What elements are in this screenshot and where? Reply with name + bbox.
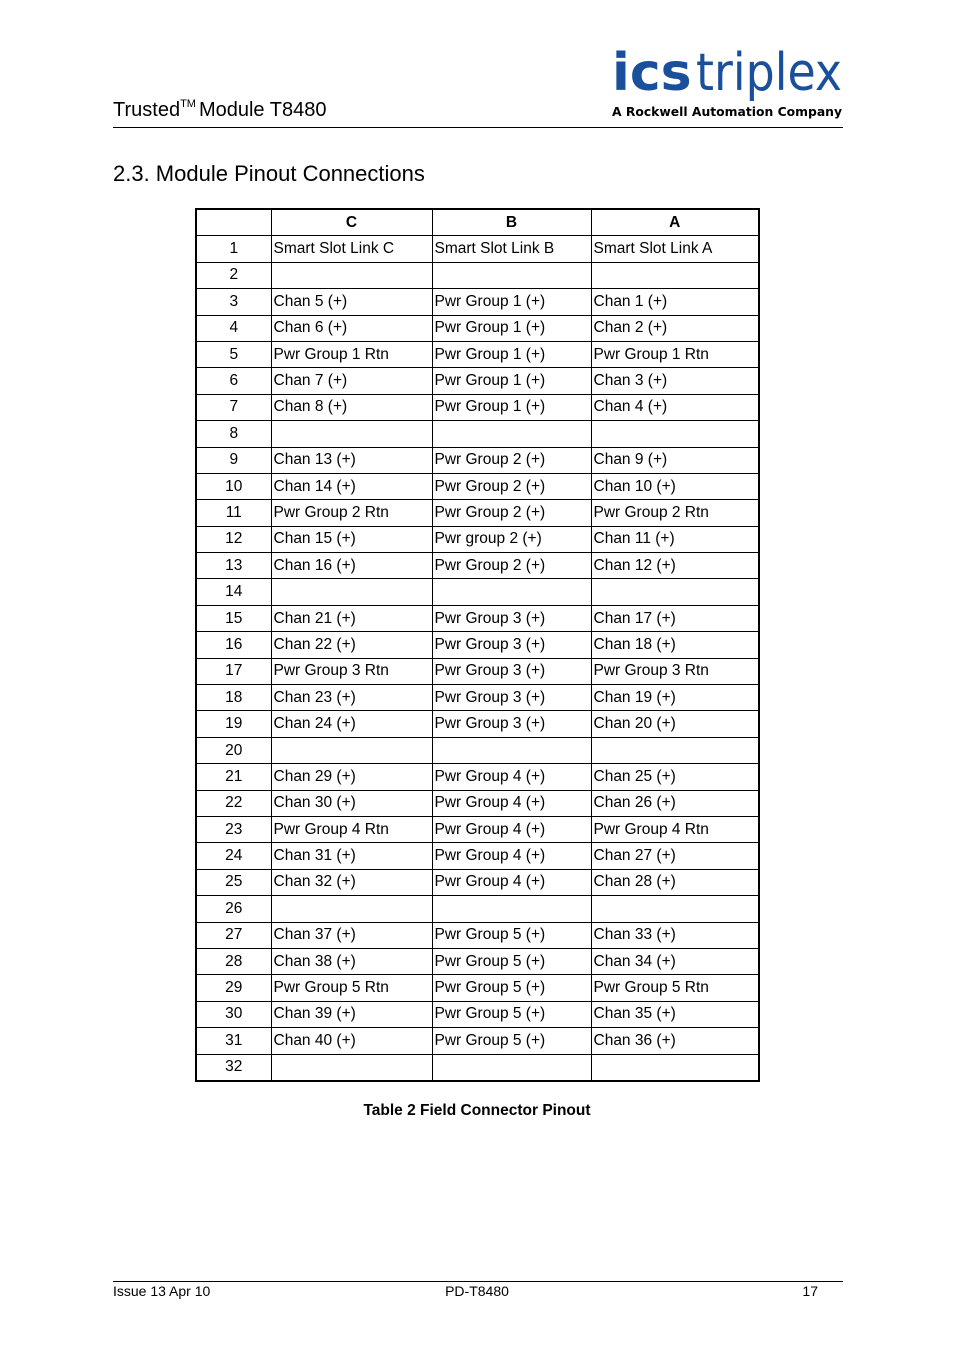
signal-a-cell: Chan 3 (+) xyxy=(591,368,759,394)
table-row xyxy=(196,315,759,341)
signal-b-cell: Pwr Group 2 (+) xyxy=(432,500,591,526)
pin-number-cell: 10 xyxy=(196,473,271,499)
ics-triplex-logo xyxy=(612,40,844,122)
table-row xyxy=(196,1001,759,1027)
pin-number-cell: 30 xyxy=(196,1001,271,1027)
signal-a-cell: Chan 2 (+) xyxy=(591,315,759,341)
pin-number-cell: 12 xyxy=(196,526,271,552)
pin-number-cell: 8 xyxy=(196,421,271,447)
signal-c-cell xyxy=(271,896,432,922)
table-row xyxy=(196,869,759,895)
signal-c-cell: Chan 7 (+) xyxy=(271,368,432,394)
signal-b-cell: Smart Slot Link B xyxy=(432,236,591,262)
table-row xyxy=(196,262,759,288)
pin-number-cell: 6 xyxy=(196,368,271,394)
signal-b-cell: Pwr Group 1 (+) xyxy=(432,368,591,394)
pin-number-cell: 1 xyxy=(196,236,271,262)
pin-number-cell: 20 xyxy=(196,737,271,763)
signal-c-cell: Chan 5 (+) xyxy=(271,289,432,315)
signal-a-cell: Pwr Group 1 Rtn xyxy=(591,341,759,367)
signal-b-cell: Pwr Group 5 (+) xyxy=(432,948,591,974)
table-row xyxy=(196,922,759,948)
signal-a-cell: Chan 12 (+) xyxy=(591,553,759,579)
signal-b-cell: Pwr Group 4 (+) xyxy=(432,869,591,895)
signal-a-cell: Chan 27 (+) xyxy=(591,843,759,869)
signal-c-cell xyxy=(271,737,432,763)
signal-c-cell: Pwr Group 4 Rtn xyxy=(271,816,432,842)
pin-number-cell: 7 xyxy=(196,394,271,420)
signal-c-cell: Pwr Group 3 Rtn xyxy=(271,658,432,684)
signal-c-cell: Chan 24 (+) xyxy=(271,711,432,737)
signal-b-cell xyxy=(432,262,591,288)
pin-number-cell: 23 xyxy=(196,816,271,842)
pin-number-cell: 3 xyxy=(196,289,271,315)
pin-number-cell: 26 xyxy=(196,896,271,922)
signal-c-cell: Pwr Group 1 Rtn xyxy=(271,341,432,367)
signal-c-cell: Chan 22 (+) xyxy=(271,632,432,658)
table-row xyxy=(196,447,759,473)
signal-c-cell: Chan 32 (+) xyxy=(271,869,432,895)
signal-a-cell xyxy=(591,896,759,922)
signal-c-cell: Chan 38 (+) xyxy=(271,948,432,974)
signal-b-cell: Pwr Group 3 (+) xyxy=(432,632,591,658)
signal-b-cell: Pwr Group 5 (+) xyxy=(432,1001,591,1027)
signal-c-cell xyxy=(271,1054,432,1081)
table-row xyxy=(196,421,759,447)
signal-c-cell: Chan 21 (+) xyxy=(271,605,432,631)
table-caption: Table 2 Field Connector Pinout xyxy=(363,1102,591,1119)
signal-c-cell: Chan 29 (+) xyxy=(271,764,432,790)
pin-number-cell: 25 xyxy=(196,869,271,895)
signal-a-cell: Pwr Group 4 Rtn xyxy=(591,816,759,842)
signal-c-cell: Chan 40 (+) xyxy=(271,1028,432,1054)
signal-b-cell: Pwr Group 4 (+) xyxy=(432,790,591,816)
table-row xyxy=(196,579,759,605)
footer-divider xyxy=(113,1281,843,1282)
table-row xyxy=(196,500,759,526)
table-row xyxy=(196,473,759,499)
pin-number-cell: 4 xyxy=(196,315,271,341)
signal-c-cell: Chan 39 (+) xyxy=(271,1001,432,1027)
signal-c-cell: Chan 15 (+) xyxy=(271,526,432,552)
pinout-table xyxy=(195,208,760,1082)
pin-number-cell: 18 xyxy=(196,685,271,711)
logo-wordmark-light: triplex xyxy=(696,43,842,103)
table-row xyxy=(196,553,759,579)
table-row xyxy=(196,236,759,262)
signal-c-cell: Chan 16 (+) xyxy=(271,553,432,579)
signal-a-cell: Chan 36 (+) xyxy=(591,1028,759,1054)
signal-a-cell: Chan 9 (+) xyxy=(591,447,759,473)
table-row xyxy=(196,289,759,315)
signal-a-cell: Chan 17 (+) xyxy=(591,605,759,631)
column-header-b: B xyxy=(432,209,591,236)
header-title-prefix: Trusted xyxy=(113,99,181,121)
footer-issue: Issue 13 Apr 10 xyxy=(113,1283,211,1299)
table-row xyxy=(196,764,759,790)
signal-b-cell: Pwr Group 1 (+) xyxy=(432,315,591,341)
signal-a-cell xyxy=(591,1054,759,1081)
signal-b-cell: Pwr Group 4 (+) xyxy=(432,843,591,869)
pin-number-cell: 14 xyxy=(196,579,271,605)
signal-b-cell: Pwr Group 2 (+) xyxy=(432,447,591,473)
table-row xyxy=(196,711,759,737)
signal-c-cell xyxy=(271,421,432,447)
pin-number-cell: 31 xyxy=(196,1028,271,1054)
signal-b-cell xyxy=(432,1054,591,1081)
table-row xyxy=(196,526,759,552)
signal-c-cell: Smart Slot Link C xyxy=(271,236,432,262)
signal-a-cell: Pwr Group 2 Rtn xyxy=(591,500,759,526)
signal-c-cell: Pwr Group 2 Rtn xyxy=(271,500,432,526)
signal-c-cell: Chan 8 (+) xyxy=(271,394,432,420)
pin-number-cell: 24 xyxy=(196,843,271,869)
signal-a-cell: Chan 1 (+) xyxy=(591,289,759,315)
signal-c-cell: Pwr Group 5 Rtn xyxy=(271,975,432,1001)
signal-b-cell: Pwr Group 3 (+) xyxy=(432,711,591,737)
signal-a-cell: Chan 26 (+) xyxy=(591,790,759,816)
table-row xyxy=(196,737,759,763)
signal-c-cell: Chan 37 (+) xyxy=(271,922,432,948)
signal-b-cell: Pwr Group 1 (+) xyxy=(432,394,591,420)
pin-number-cell: 21 xyxy=(196,764,271,790)
table-row xyxy=(196,658,759,684)
signal-b-cell: Pwr Group 3 (+) xyxy=(432,658,591,684)
footer-doc-id: PD-T8480 xyxy=(445,1283,509,1299)
trademark-superscript: TM xyxy=(180,98,196,110)
signal-b-cell xyxy=(432,579,591,605)
table-row xyxy=(196,394,759,420)
signal-b-cell: Pwr group 2 (+) xyxy=(432,526,591,552)
footer-page-number: 17 xyxy=(802,1283,818,1299)
signal-a-cell: Chan 20 (+) xyxy=(591,711,759,737)
table-row xyxy=(196,1054,759,1081)
pin-number-cell: 16 xyxy=(196,632,271,658)
signal-c-cell: Chan 6 (+) xyxy=(271,315,432,341)
table-row xyxy=(196,948,759,974)
pin-number-cell: 27 xyxy=(196,922,271,948)
signal-a-cell xyxy=(591,579,759,605)
pin-number-cell: 17 xyxy=(196,658,271,684)
table-row xyxy=(196,1028,759,1054)
pin-number-cell: 5 xyxy=(196,341,271,367)
table-row xyxy=(196,605,759,631)
signal-a-cell: Chan 28 (+) xyxy=(591,869,759,895)
signal-b-cell: Pwr Group 2 (+) xyxy=(432,473,591,499)
signal-c-cell: Chan 13 (+) xyxy=(271,447,432,473)
signal-b-cell: Pwr Group 5 (+) xyxy=(432,922,591,948)
pinout-table-body xyxy=(196,236,759,1081)
signal-c-cell: Chan 31 (+) xyxy=(271,843,432,869)
signal-a-cell: Chan 25 (+) xyxy=(591,764,759,790)
pin-number-cell: 15 xyxy=(196,605,271,631)
signal-c-cell xyxy=(271,262,432,288)
column-header-a: A xyxy=(591,209,759,236)
signal-a-cell: Chan 19 (+) xyxy=(591,685,759,711)
signal-a-cell: Chan 35 (+) xyxy=(591,1001,759,1027)
signal-b-cell: Pwr Group 5 (+) xyxy=(432,975,591,1001)
column-header-c: C xyxy=(271,209,432,236)
column-header-pin xyxy=(196,209,271,236)
signal-b-cell: Pwr Group 1 (+) xyxy=(432,289,591,315)
table-row xyxy=(196,341,759,367)
signal-a-cell: Chan 4 (+) xyxy=(591,394,759,420)
signal-c-cell: Chan 23 (+) xyxy=(271,685,432,711)
signal-b-cell: Pwr Group 4 (+) xyxy=(432,764,591,790)
signal-a-cell: Pwr Group 5 Rtn xyxy=(591,975,759,1001)
pin-number-cell: 2 xyxy=(196,262,271,288)
signal-a-cell xyxy=(591,737,759,763)
signal-c-cell: Chan 14 (+) xyxy=(271,473,432,499)
signal-b-cell xyxy=(432,737,591,763)
table-row xyxy=(196,816,759,842)
table-row xyxy=(196,975,759,1001)
table-row xyxy=(196,632,759,658)
signal-b-cell xyxy=(432,896,591,922)
signal-a-cell xyxy=(591,421,759,447)
section-title: 2.3. Module Pinout Connections xyxy=(113,161,425,186)
logo-wordmark-bold: ics xyxy=(612,43,692,103)
signal-a-cell: Chan 18 (+) xyxy=(591,632,759,658)
signal-b-cell: Pwr Group 5 (+) xyxy=(432,1028,591,1054)
signal-a-cell xyxy=(591,262,759,288)
pin-number-cell: 22 xyxy=(196,790,271,816)
signal-b-cell: Pwr Group 1 (+) xyxy=(432,341,591,367)
pin-number-cell: 19 xyxy=(196,711,271,737)
signal-a-cell: Pwr Group 3 Rtn xyxy=(591,658,759,684)
table-row xyxy=(196,685,759,711)
signal-b-cell: Pwr Group 2 (+) xyxy=(432,553,591,579)
signal-a-cell: Smart Slot Link A xyxy=(591,236,759,262)
signal-c-cell xyxy=(271,579,432,605)
signal-b-cell: Pwr Group 3 (+) xyxy=(432,685,591,711)
table-row xyxy=(196,790,759,816)
table-header-row xyxy=(196,209,759,236)
table-row xyxy=(196,368,759,394)
header-title-suffix: Module T8480 xyxy=(198,99,327,121)
signal-b-cell: Pwr Group 3 (+) xyxy=(432,605,591,631)
pin-number-cell: 32 xyxy=(196,1054,271,1081)
table-row xyxy=(196,896,759,922)
document-header-title xyxy=(113,98,326,122)
table-row xyxy=(196,843,759,869)
signal-a-cell: Chan 33 (+) xyxy=(591,922,759,948)
pin-number-cell: 29 xyxy=(196,975,271,1001)
pin-number-cell: 13 xyxy=(196,553,271,579)
signal-c-cell: Chan 30 (+) xyxy=(271,790,432,816)
logo-tagline: A Rockwell Automation Company xyxy=(612,105,843,119)
signal-a-cell: Chan 34 (+) xyxy=(591,948,759,974)
signal-b-cell xyxy=(432,421,591,447)
pin-number-cell: 28 xyxy=(196,948,271,974)
header-divider xyxy=(113,127,843,128)
pin-number-cell: 9 xyxy=(196,447,271,473)
signal-a-cell: Chan 11 (+) xyxy=(591,526,759,552)
signal-a-cell: Chan 10 (+) xyxy=(591,473,759,499)
pin-number-cell: 11 xyxy=(196,500,271,526)
signal-b-cell: Pwr Group 4 (+) xyxy=(432,816,591,842)
